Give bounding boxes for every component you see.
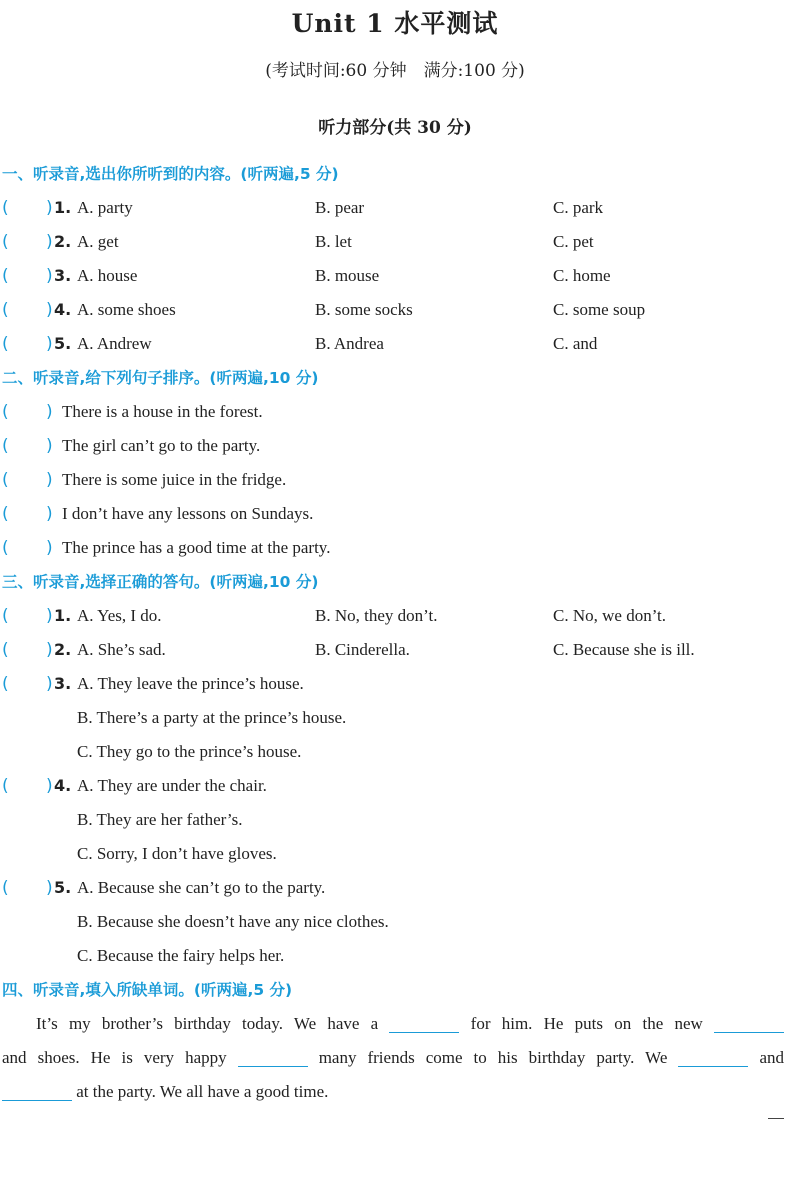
s1-question-1	[0, 191, 790, 225]
answer-bracket-open: (	[2, 674, 9, 694]
option-c: C. Sorry, I don’t have gloves.	[77, 844, 277, 863]
answer-bracket-open: (	[2, 538, 9, 558]
option-c: C. pet	[553, 232, 594, 251]
sentence-text: There is a house in the forest.	[62, 402, 263, 421]
s1-question-3	[0, 259, 790, 293]
answer-bracket-open: (	[2, 640, 9, 660]
question-number: 2.	[54, 232, 72, 251]
question-number: 1.	[54, 198, 72, 217]
question-number: 3.	[54, 266, 72, 285]
option-a: A. Andrew	[77, 334, 152, 353]
option-a: A. party	[77, 198, 133, 217]
answer-bracket-open: (	[2, 470, 9, 490]
answer-bracket-close: )	[46, 436, 53, 456]
option-c: C. home	[553, 266, 611, 285]
answer-bracket-open: (	[2, 266, 9, 286]
question-number: 5.	[54, 334, 72, 353]
s3-question-1	[0, 599, 790, 633]
s1-question-2	[0, 225, 790, 259]
option-b: B. Andrea	[315, 334, 384, 353]
option-a: A. house	[77, 266, 138, 285]
s3-question-3	[0, 667, 790, 701]
option-b: B. let	[315, 232, 352, 251]
s3-question-3-option-c-row	[0, 735, 790, 769]
answer-bracket-close: )	[46, 640, 53, 660]
passage-text: for him. He puts on the new	[470, 1014, 703, 1033]
question-number: 4.	[54, 300, 72, 319]
s3-question-5-option-c-row	[0, 939, 790, 973]
answer-bracket-close: )	[46, 232, 53, 252]
option-c: C. Because the fairy helps her.	[77, 946, 285, 965]
answer-bracket-close: )	[46, 402, 53, 422]
option-b: B. Because she doesn’t have any nice clothes.	[77, 912, 389, 931]
passage-text: and	[759, 1048, 784, 1067]
option-b: B. No, they don’t.	[315, 606, 438, 625]
option-c: C. They go to the prince’s house.	[77, 742, 302, 761]
fill-blank-line-1	[2, 1007, 784, 1041]
passage-text: and shoes. He is very happy	[2, 1048, 227, 1067]
s1-question-5	[0, 327, 790, 361]
section-3-heading: 三、听录音,选择正确的答句。(听两遍,10 分)	[2, 573, 319, 591]
question-number: 3.	[54, 674, 72, 693]
passage-text: It’s my brother’s birthday today. We have a	[36, 1014, 379, 1033]
passage-text: many friends come to his birthday party. We	[318, 1048, 668, 1067]
question-number: 1.	[54, 606, 72, 625]
answer-bracket-close: )	[46, 334, 53, 354]
answer-bracket-open: (	[2, 878, 9, 898]
answer-bracket-open: (	[2, 436, 9, 456]
option-a: A. Because she can’t go to the party.	[77, 878, 326, 897]
answer-bracket-open: (	[2, 504, 9, 524]
sentence-text: I don’t have any lessons on Sundays.	[62, 504, 314, 523]
s3-question-3-option-b-row	[0, 701, 790, 735]
fill-blank-line-3	[2, 1075, 790, 1109]
option-b: B. pear	[315, 198, 365, 217]
s2-sentence-3	[0, 463, 790, 497]
section-1-heading: 一、听录音,选出你所听到的内容。(听两遍,5 分)	[2, 165, 339, 183]
option-a: A. Yes, I do.	[77, 606, 162, 625]
page-title: Unit 1 水平测试	[291, 9, 499, 38]
s2-sentence-1	[0, 395, 790, 429]
option-c: C. park	[553, 198, 604, 217]
s3-question-4-option-b-row	[0, 803, 790, 837]
s1-question-4	[0, 293, 790, 327]
blank-field[interactable]	[389, 1012, 459, 1033]
option-a: A. She’s sad.	[77, 640, 166, 659]
answer-bracket-close: )	[46, 504, 53, 524]
sentence-text: The girl can’t go to the party.	[62, 436, 261, 455]
s3-question-4	[0, 769, 790, 803]
s3-question-5	[0, 871, 790, 905]
option-a: A. some shoes	[77, 300, 176, 319]
blank-field[interactable]	[238, 1046, 308, 1067]
option-c: C. No, we don’t.	[553, 606, 667, 625]
section-2-heading: 二、听录音,给下列句子排序。(听两遍,10 分)	[2, 369, 319, 387]
s2-sentence-2	[0, 429, 790, 463]
section-4-heading: 四、听录音,填入所缺单词。(听两遍,5 分)	[2, 981, 293, 999]
answer-bracket-close: )	[46, 538, 53, 558]
s2-sentence-4	[0, 497, 790, 531]
answer-bracket-close: )	[46, 878, 53, 898]
blank-field[interactable]	[714, 1012, 784, 1033]
question-number: 2.	[54, 640, 72, 659]
blank-field[interactable]	[678, 1046, 748, 1067]
s3-question-4-option-c-row	[0, 837, 790, 871]
sentence-text: The prince has a good time at the party.	[62, 538, 331, 557]
option-a: A. get	[77, 232, 119, 251]
page-marker	[768, 1118, 784, 1119]
option-b: B. Cinderella.	[315, 640, 410, 659]
answer-bracket-close: )	[46, 470, 53, 490]
blank-field[interactable]	[2, 1080, 72, 1101]
answer-bracket-open: (	[2, 402, 9, 422]
option-a: A. They leave the prince’s house.	[77, 674, 304, 693]
question-number: 5.	[54, 878, 72, 897]
answer-bracket-open: (	[2, 300, 9, 320]
sentence-text: There is some juice in the fridge.	[62, 470, 287, 489]
answer-bracket-open: (	[2, 232, 9, 252]
option-b: B. They are her father’s.	[77, 810, 243, 829]
s2-sentence-5	[0, 531, 790, 565]
answer-bracket-close: )	[46, 776, 53, 796]
option-a: A. They are under the chair.	[77, 776, 267, 795]
option-c: C. and	[553, 334, 598, 353]
option-c: C. some soup	[553, 300, 646, 319]
answer-bracket-open: (	[2, 606, 9, 626]
answer-bracket-close: )	[46, 300, 53, 320]
s3-question-2	[0, 633, 790, 667]
answer-bracket-open: (	[2, 198, 9, 218]
part-title: 听力部分(共 30 分)	[318, 118, 472, 138]
answer-bracket-close: )	[46, 606, 53, 626]
question-number: 4.	[54, 776, 72, 795]
exam-info: (考试时间:60 分钟 满分:100 分)	[265, 61, 525, 81]
answer-bracket-close: )	[46, 198, 53, 218]
passage-text: at the party. We all have a good time.	[76, 1082, 329, 1101]
answer-bracket-open: (	[2, 334, 9, 354]
option-b: B. There’s a party at the prince’s house.	[77, 708, 347, 727]
s3-question-5-option-b-row	[0, 905, 790, 939]
answer-bracket-close: )	[46, 266, 53, 286]
fill-blank-line-2	[2, 1041, 784, 1075]
option-c: C. Because she is ill.	[553, 640, 695, 659]
answer-bracket-close: )	[46, 674, 53, 694]
answer-bracket-open: (	[2, 776, 9, 796]
option-b: B. mouse	[315, 266, 380, 285]
option-b: B. some socks	[315, 300, 413, 319]
